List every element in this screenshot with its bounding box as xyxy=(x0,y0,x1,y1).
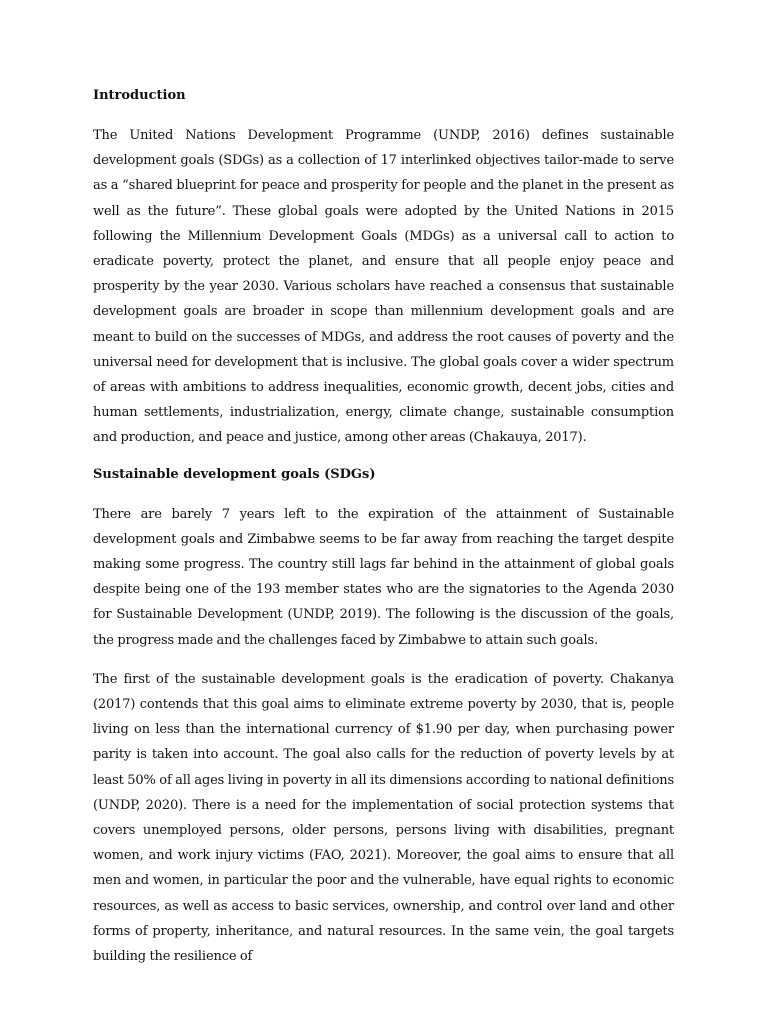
document-page xyxy=(93,86,674,983)
introduction-paragraph: The United Nations Development Programme (UNDP, 2016) defines sustainable development goals (SDGs) as a collection of 17 interlinked objectives tailor-made to serve as a “shared blueprint for peace and prosperity for people and the planet in the present as well as the future”. These global goals were adopted by the United Nations in 2015 following the Millennium Development Goals (MDGs) as a universal call to action to eradicate poverty, protect the planet, and ensure that all people enjoy peace and prosperity by the year 2030. Various scholars have reached a consensus that sustainable development goals are broader in scope than millennium development goals and are meant to build on the successes of MDGs, and address the root causes of poverty and the universal need for development that is inclusive. The global goals cover a wider spectrum of areas with ambitions to address inequalities, economic growth, decent jobs, cities and human settlements, industrialization, energy, climate change, sustainable consumption and production, and peace and justice, among other areas (Chakauya, 2017). xyxy=(93,128,674,446)
section-heading-sdgs: Sustainable development goals (SDGs) xyxy=(93,466,376,482)
sdgs-paragraph-1: There are barely 7 years left to the expiration of the attainment of Sustainable development goals and Zimbabwe seems to be far away from reaching the target despite making some progress. The country still lags far behind in the attainment of global goals despite being one of the 193 member states who are the signatories to the Agenda 2030 for Sustainable Development (UNDP, 2019). The following is the discussion of the goals, the progress made and the challenges faced by Zimbabwe to attain such goals. xyxy=(93,506,674,648)
section-heading-introduction: Introduction xyxy=(93,88,186,103)
sdgs-paragraph-2: The first of the sustainable development goals is the eradication of poverty. Chakanya (2017) contends that this goal aims to eliminate extreme poverty by 2030, that is, people living on less than the international currency of $1.90 per day, when purchasing power parity is taken into account. The goal also calls for the reduction of poverty levels by at least 50% of all ages living in poverty in all its dimensions according to national definitions (UNDP, 2020). There is a need for the implementation of social protection systems that covers unemployed persons, older persons, persons living with disabilities, pregnant women, and work injury victims (FAO, 2021). Moreover, the goal aims to ensure that all men and women, in particular the poor and the vulnerable, have equal rights to economic resources, as well as access to basic services, ownership, and control over land and other forms of property, inheritance, and natural resources. In the same vein, the goal targets building the resilience of xyxy=(93,671,674,965)
